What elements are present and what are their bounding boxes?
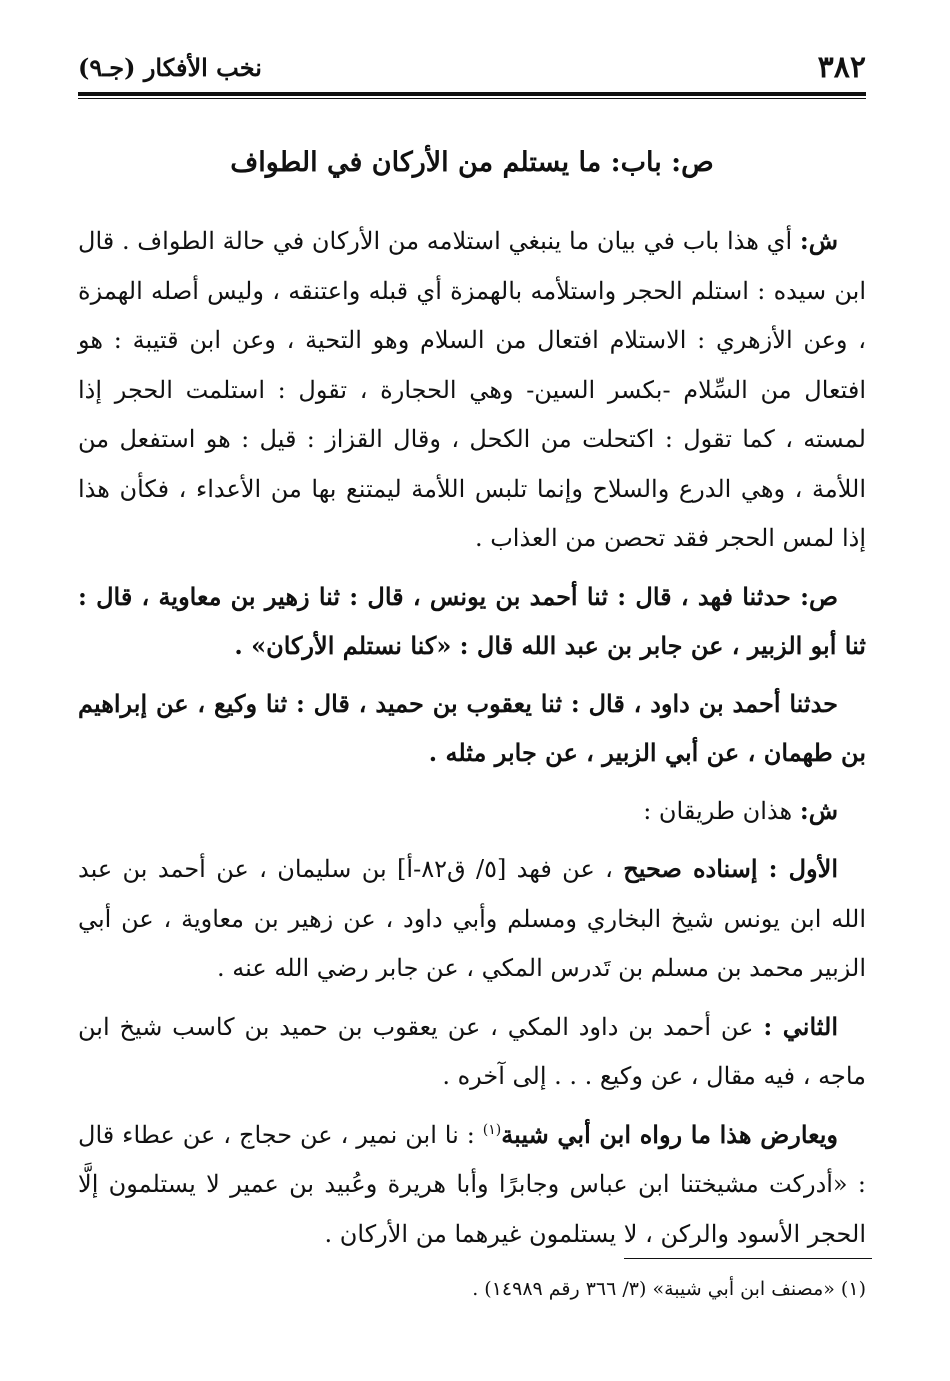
header-rule-thick	[78, 92, 866, 96]
paragraph-text: حدثنا أحمد بن داود ، قال : ثنا يعقوب بن حميد ، قال : ثنا وكيع ، عن إبراهيم بن طهمان ، عن أبي الزبير ، عن جابر مثله .	[78, 688, 866, 767]
paragraph-hadith-1	[78, 572, 866, 671]
paragraph-contradiction	[78, 1110, 866, 1260]
paragraph-definition	[78, 216, 866, 564]
page-header	[78, 48, 866, 88]
paragraph-lead: ويعارض هذا ما رواه ابن أبي شيبة	[501, 1119, 838, 1149]
paragraph-lead: الأول : إسناده صحيح	[623, 854, 838, 883]
paragraph-two-paths	[78, 786, 866, 837]
header-rule-thin	[78, 98, 866, 99]
paragraph-lead: ص:	[800, 581, 838, 611]
paragraph-first-path	[78, 844, 866, 994]
paragraph-text: أي هذا باب في بيان ما ينبغي استلامه من الأركان في حالة الطواف . قال ابن سيده : استلم الحجر واستلأمه بالهمزة أي قبله واعتنقه ، وليس أصله الهمزة ، وعن الأزهري : الاستلام افتعال من السلام وهو التحية ، وعن ابن قتيبة : هو افتعال من السِّلام -بكسر السين- وهي الحجارة ، تقول : استلمت الحجر إذا لمسته ، كما تقول : اكتحلت من الكحل ، وقال القزاز : قيل : هو استفعل من اللأمة ، وهي الدرع والسلاح وإنما تلبس اللأمة ليمتنع بها من الأعداء ، فكأن هذا إذا لمس الحجر فقد تحصن من العذاب .	[78, 227, 866, 552]
footnote: (١) «مصنف ابن أبي شيبة» (٣/ ٣٦٦ رقم ١٤٩٨٩) .	[472, 1278, 866, 1300]
chapter-title: ص: باب: ما يستلم من الأركان في الطواف	[230, 147, 714, 178]
paragraph-lead: الثاني :	[763, 1011, 838, 1041]
page-number: ٣٨٢	[817, 50, 866, 85]
paragraph-hadith-2	[78, 679, 866, 778]
book-title: نخب الأفكار (جـ٩)	[78, 53, 262, 82]
footnote-marker[interactable]: (١)	[482, 1121, 502, 1138]
paragraph-text: هذان طريقان :	[643, 796, 800, 825]
page-body	[78, 140, 866, 1267]
paragraph-text: حدثنا فهد ، قال : ثنا أحمد بن يونس ، قال : ثنا زهير بن معاوية ، قال : ثنا أبو الزبير ، عن جابر بن عبد الله قال : «كنا نستلم الأركان» .	[78, 581, 866, 660]
paragraph-text: ، عن فهد [٥/ ق٨٢-أ] بن سليمان ، عن أحمد بن عبد الله ابن يونس شيخ البخاري ومسلم وأبي داود ، عن زهير بن معاوية ، عن أبي الزبير محمد بن مسلم بن تَدرس المكي ، عن جابر رضي الله عنه .	[78, 855, 866, 982]
paragraph-text: : نا ابن نمير ، عن حجاج ، عن عطاء قال : «أدركت مشيختنا ابن عباس وجابرًا وأبا هريرة وعُبيد بن عمير لا يستلمون إلَّا الحجر الأسود والركن ، لا يستلمون غيرهما من الأركان .	[78, 1120, 866, 1248]
paragraph-text: عن أحمد بن داود المكي ، عن يعقوب بن حميد بن كاسب شيخ ابن ماجه ، فيه مقال ، عن وكيع . . . إلى آخره .	[78, 1012, 866, 1090]
paragraph-lead: ش:	[799, 226, 838, 255]
paragraph-second-path	[78, 1002, 866, 1102]
footnote-rule	[624, 1258, 872, 1259]
paragraph-lead: ش:	[799, 795, 838, 825]
